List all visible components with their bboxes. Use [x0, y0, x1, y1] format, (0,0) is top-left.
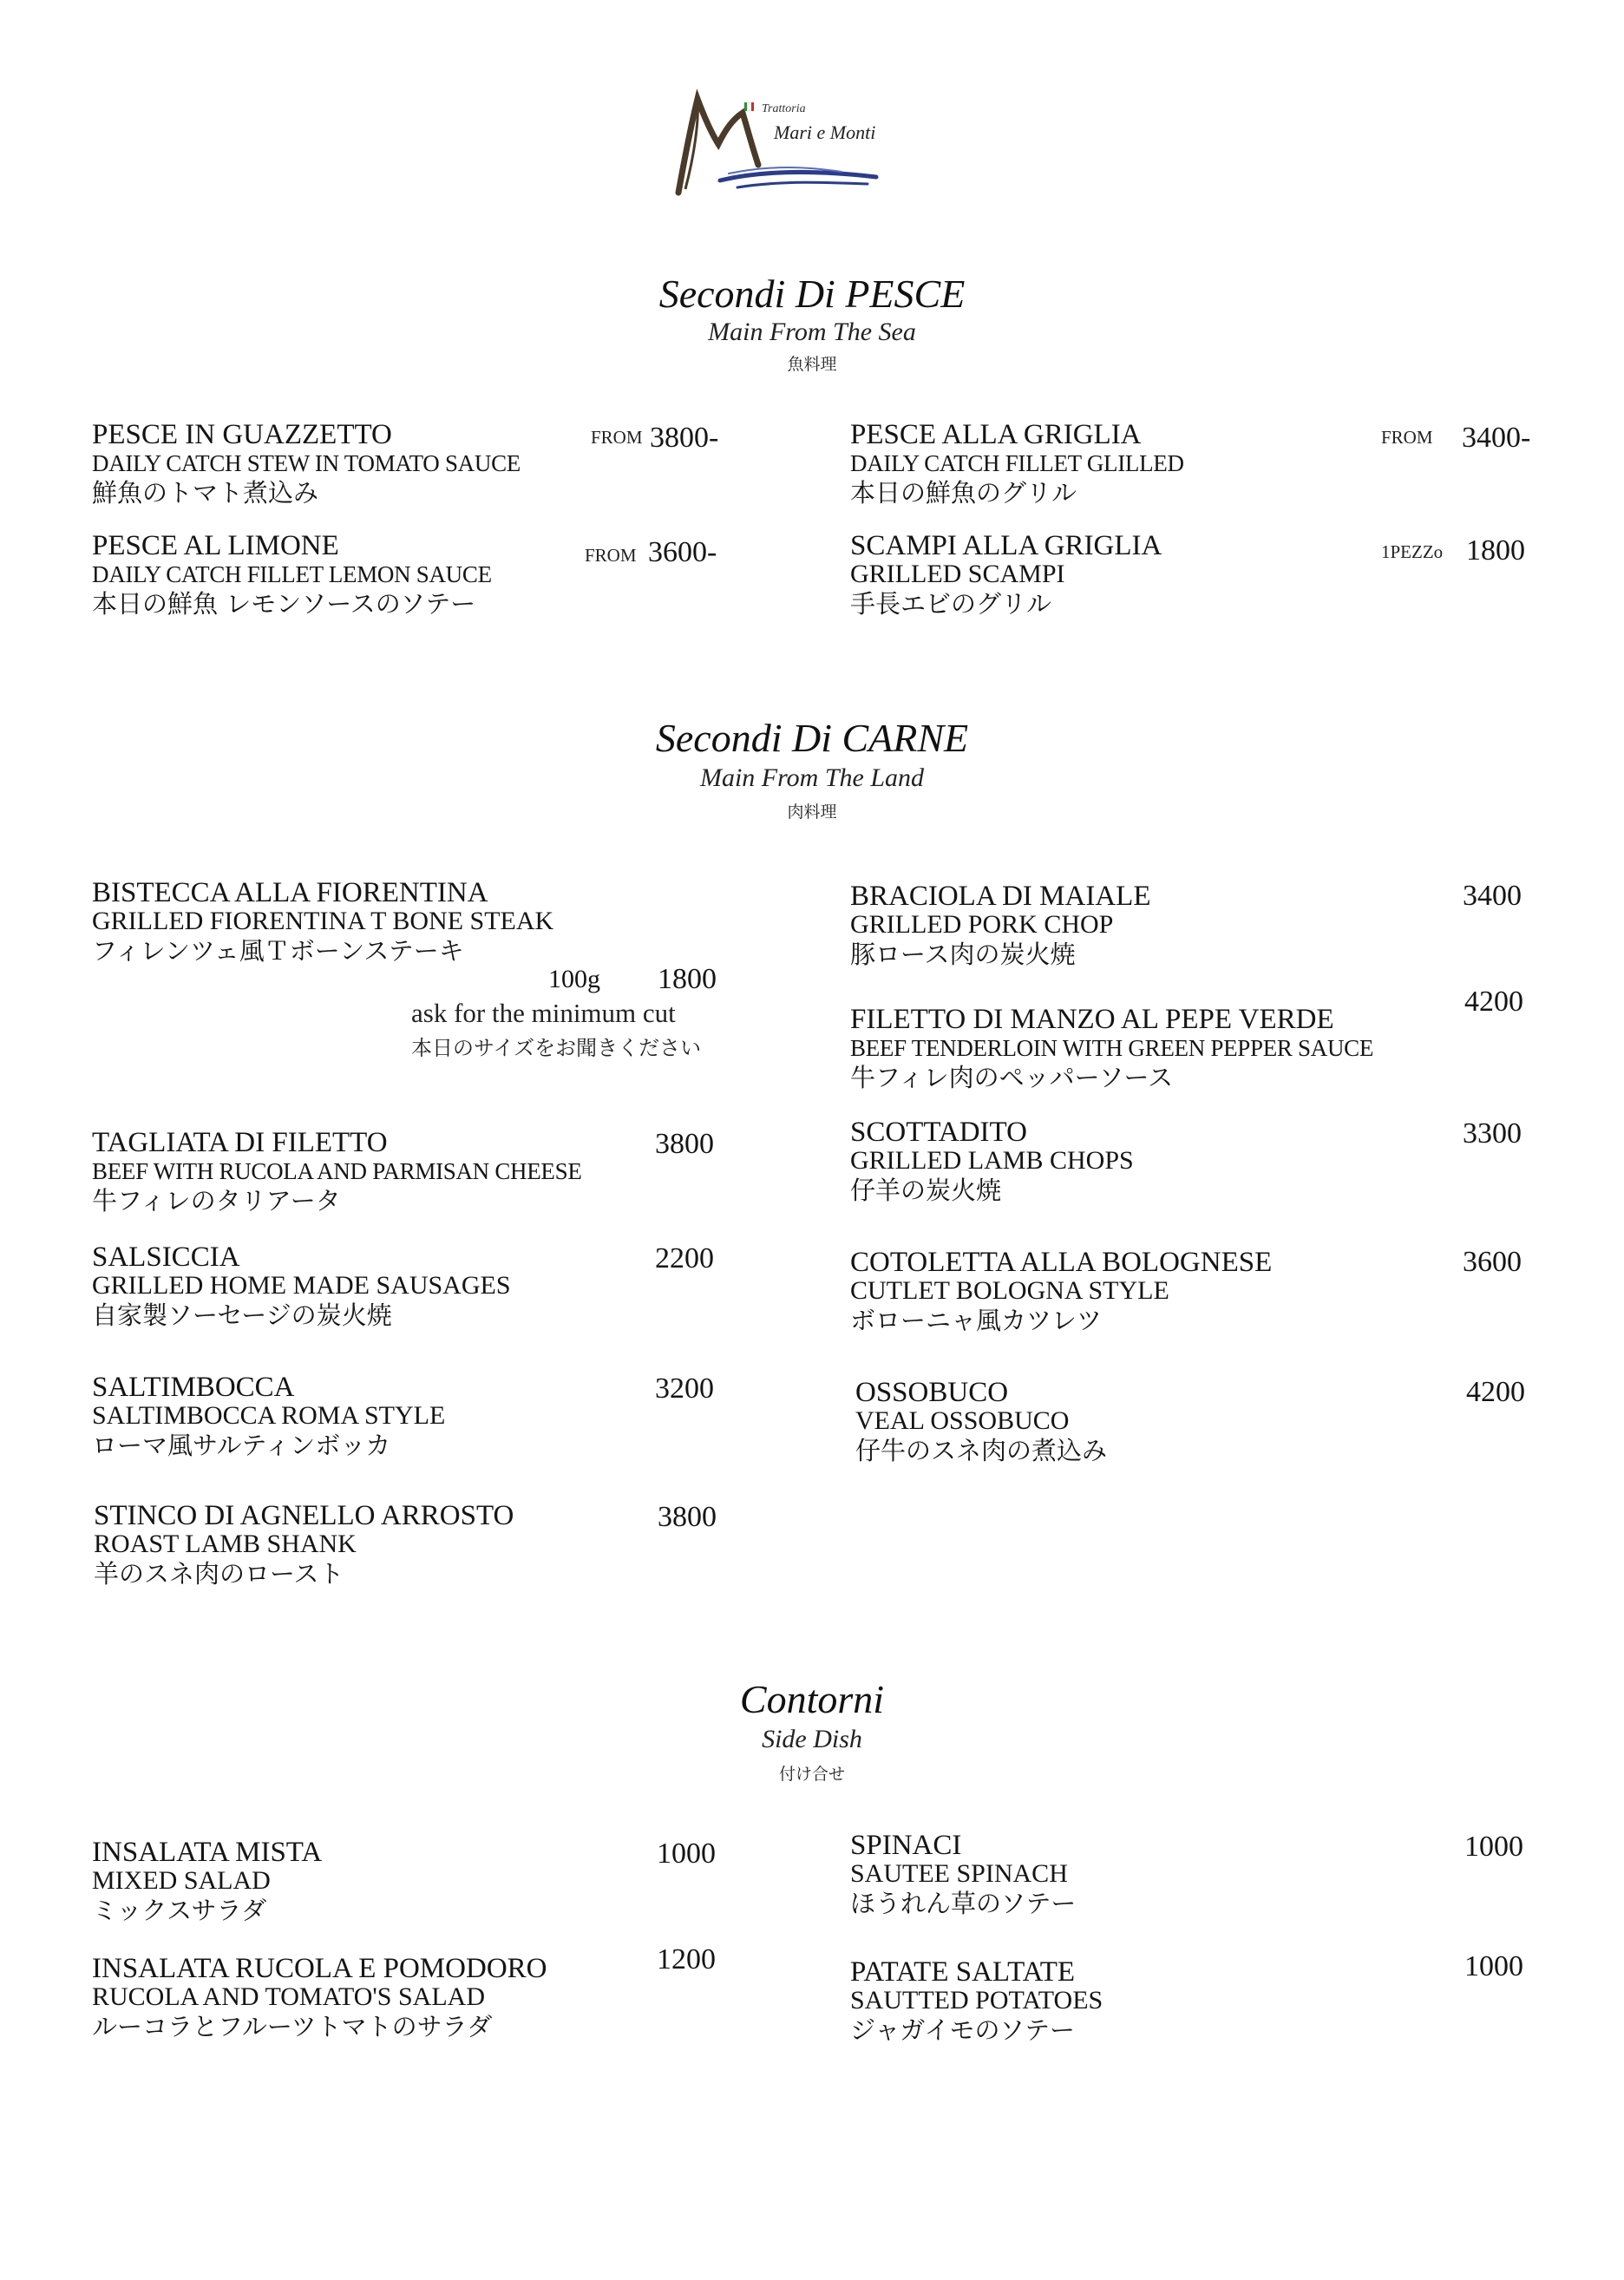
menu-item: [855, 1378, 1107, 1466]
item-en: RUCOLA AND TOMATO'S SALAD: [92, 1982, 485, 2011]
item-jp: 手長エビのグリル: [850, 589, 1052, 619]
menu-item: [94, 1501, 514, 1589]
section-title-carne: Secondi Di CARNE: [655, 716, 969, 760]
item-en: GRILLED PORK CHOP: [850, 910, 1114, 939]
menu-item: [92, 1954, 547, 2042]
section-subtitle-contorni: Side Dish: [762, 1725, 862, 1753]
item-en: SAUTTED POTATOES: [850, 1986, 1103, 2015]
item-en: SAUTEE SPINACH: [850, 1859, 1068, 1888]
section-jp-carne: 肉料理: [787, 803, 837, 822]
item-name: BISTECCA ALLA FIORENTINA: [92, 877, 488, 908]
item-price: 3800: [655, 1128, 714, 1160]
logo-tagline: Trattoria: [762, 102, 806, 115]
menu-item: [850, 1831, 1076, 1919]
item-name: SCAMPI ALLA GRIGLIA: [850, 530, 1162, 561]
item-jp: 鮮魚のトマト煮込み: [92, 478, 319, 508]
item-price: 3200: [655, 1373, 714, 1405]
item-jp: 仔牛のスネ肉の煮込み: [855, 1436, 1108, 1465]
item-en: GRILLED LAMB CHOPS: [850, 1146, 1134, 1175]
item-jp: ボローニャ風カツレツ: [850, 1306, 1103, 1335]
item-en: MIXED SALAD: [92, 1866, 271, 1895]
item-jp: 豚ロース肉の炭火焼: [850, 940, 1076, 969]
menu-item: [92, 878, 553, 966]
item-en: ROAST LAMB SHANK: [94, 1530, 357, 1558]
item-jp: ローマ風サルティンボッカ: [92, 1431, 391, 1460]
item-jp: ジャガイモのソテー: [850, 2015, 1075, 2045]
item-name: BRACIOLA DI MAIALE: [850, 881, 1151, 912]
item-name: OSSOBUCO: [855, 1377, 1009, 1408]
section-subtitle-carne: Main From The Land: [699, 763, 925, 792]
menu-item: [850, 1005, 1373, 1093]
item-en: GRILLED HOME MADE SAUSAGES: [92, 1271, 511, 1300]
item-price: 1000: [657, 1838, 716, 1870]
item-jp: ほうれん草のソテー: [850, 1889, 1077, 1918]
item-jp: 本日の鮮魚 レモンソースのソテー: [92, 589, 476, 619]
section-jp-pesce: 魚料理: [787, 355, 837, 374]
section-title-pesce: Secondi Di PESCE: [658, 272, 966, 316]
item-name: TAGLIATA DI FILETTO: [92, 1127, 388, 1158]
menu-item: [92, 1373, 445, 1461]
menu-item: [92, 531, 492, 619]
menu-item: [92, 420, 521, 508]
menu-item: [850, 881, 1150, 970]
menu-item: [850, 531, 1162, 619]
item-en: CUTLET BOLOGNA STYLE: [850, 1276, 1169, 1305]
item-name: STINCO DI AGNELLO ARROSTO: [94, 1500, 514, 1531]
item-name: PESCE IN GUAZZETTO: [92, 419, 392, 450]
item-price: 2200: [655, 1242, 714, 1274]
item-en: GRILLED SCAMPI: [850, 560, 1065, 588]
item-name: SALTIMBOCCA: [92, 1372, 295, 1403]
item-jp: 牛フィレ肉のペッパーソース: [850, 1063, 1174, 1092]
item-price: 1000: [1464, 1950, 1523, 1982]
item-price: 1800: [658, 963, 717, 995]
item-en: DAILY CATCH STEW IN TOMATO SAUCE: [92, 450, 521, 476]
menu-item: [92, 1242, 511, 1331]
menu-item: [92, 1128, 582, 1216]
item-price: 1800: [1466, 534, 1525, 567]
item-price: 4200: [1464, 986, 1523, 1018]
price-qualifier: FROM: [591, 427, 643, 448]
item-note: ask for the minimum cut: [411, 998, 676, 1028]
item-name: INSALATA MISTA: [92, 1837, 323, 1868]
item-name: SPINACI: [850, 1830, 962, 1861]
item-jp: フィレンツェ風Ｔボーンステーキ: [92, 936, 464, 966]
item-jp: 仔羊の炭火焼: [850, 1176, 1002, 1205]
item-name: FILETTO DI MANZO AL PEPE VERDE: [850, 1004, 1334, 1035]
item-jp: ミックスサラダ: [92, 1896, 267, 1925]
item-name: PATATE SALTATE: [850, 1956, 1076, 1988]
item-jp: 羊のスネ肉のロースト: [94, 1559, 344, 1589]
item-price: 3600-: [648, 536, 717, 568]
item-note-jp: 本日のサイズをお聞きください: [411, 1036, 702, 1060]
item-price: 1000: [1464, 1831, 1523, 1863]
item-en: BEEF WITH RUCOLA AND PARMISAN CHEESE: [92, 1158, 582, 1184]
section-subtitle-pesce: Main From The Sea: [708, 318, 916, 346]
item-en: BEEF TENDERLOIN WITH GREEN PEPPER SAUCE: [850, 1035, 1374, 1061]
price-qualifier: 1PEZZo: [1381, 541, 1444, 562]
item-name: INSALATA RUCOLA E POMODORO: [92, 1953, 547, 1984]
item-jp: 自家製ソーセージの炭火焼: [92, 1301, 392, 1330]
item-name: SCOTTADITO: [850, 1117, 1027, 1148]
price-qualifier: FROM: [1381, 427, 1433, 448]
item-price: 3800: [658, 1501, 717, 1533]
logo-name: Mari e Monti: [774, 121, 876, 143]
item-weight: 100g: [548, 965, 600, 993]
item-en: SALTIMBOCCA ROMA STYLE: [92, 1401, 446, 1430]
item-name: SALSICCIA: [92, 1242, 240, 1273]
menu-item: [850, 1248, 1272, 1336]
menu-item: [850, 1117, 1134, 1206]
item-en: DAILY CATCH FILLET LEMON SAUCE: [92, 561, 492, 587]
item-price: 1200: [657, 1943, 716, 1975]
item-name: PESCE AL LIMONE: [92, 530, 339, 561]
item-price: 3400: [1463, 880, 1522, 912]
item-price: 4200: [1466, 1376, 1525, 1408]
item-jp: 本日の鮮魚のグリル: [850, 478, 1077, 508]
item-price: 3300: [1463, 1117, 1522, 1150]
item-price: 3800-: [650, 422, 719, 454]
menu-item: [92, 1838, 322, 1926]
item-jp: 牛フィレのタリアータ: [92, 1186, 341, 1215]
section-title-contorni: Contorni: [739, 1677, 885, 1721]
item-en: DAILY CATCH FILLET GLILLED: [850, 450, 1184, 476]
price-qualifier: FROM: [585, 545, 637, 566]
menu-item: [850, 1957, 1103, 2046]
item-name: COTOLETTA ALLA BOLOGNESE: [850, 1247, 1273, 1278]
item-price: 3400-: [1462, 422, 1531, 454]
item-en: GRILLED FIORENTINA T BONE STEAK: [92, 907, 554, 935]
item-jp: ルーコラとフルーツトマトのサラダ: [92, 2012, 493, 2041]
menu-item: [850, 420, 1184, 508]
section-jp-contorni: 付け合せ: [778, 1765, 845, 1784]
item-name: PESCE ALLA GRIGLIA: [850, 419, 1142, 450]
item-en: VEAL OSSOBUCO: [855, 1406, 1070, 1435]
item-price: 3600: [1463, 1246, 1522, 1278]
